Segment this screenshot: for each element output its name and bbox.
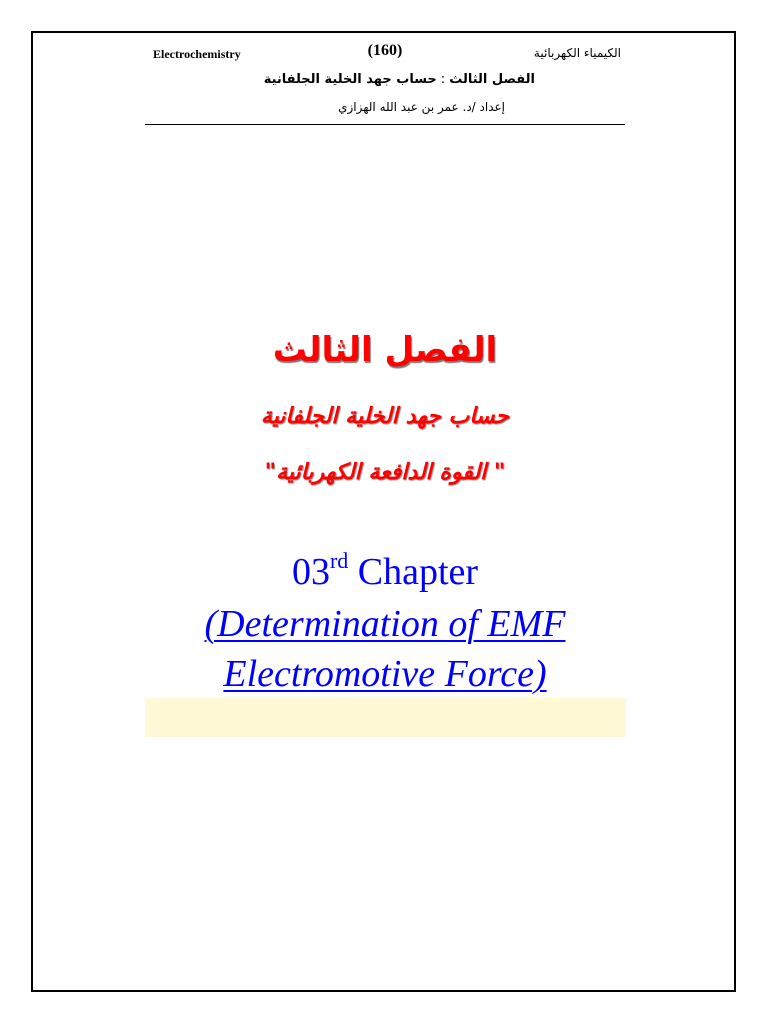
header-chapter-label: الفصل الثالث xyxy=(449,72,535,87)
arabic-subtitle-2: " القوة الدافعة الكهربائية" xyxy=(264,460,506,485)
header-subject-ar: الكيمياء الكهربائية xyxy=(533,46,621,60)
highlight-band xyxy=(145,698,626,737)
english-chapter-heading xyxy=(0,550,770,594)
header-author: إعداد /د. عمر بن عبد الله الهزازي xyxy=(338,100,505,114)
page-border xyxy=(31,31,736,992)
chapter-number: 03 xyxy=(291,551,330,593)
chapter-ordinal-suffix: rd xyxy=(329,548,349,573)
header-chapter-topic: حساب جهد الخلية الجلفانية xyxy=(263,72,437,87)
page-header xyxy=(145,42,625,125)
arabic-subtitle-1: حساب جهد الخلية الجلفانية xyxy=(260,404,510,429)
header-subject-en: Electrochemistry xyxy=(153,47,241,61)
header-separator: : xyxy=(440,72,446,87)
chapter-word: Chapter xyxy=(348,551,479,593)
header-chapter-line xyxy=(264,72,535,87)
emf-link-line-2[interactable]: Electromotive Force) xyxy=(223,653,547,695)
arabic-chapter-title: الفصل الثالث xyxy=(272,330,498,370)
emf-link-line-1[interactable]: (Determination of EMF xyxy=(204,603,566,645)
page-number: (160) xyxy=(367,42,403,59)
